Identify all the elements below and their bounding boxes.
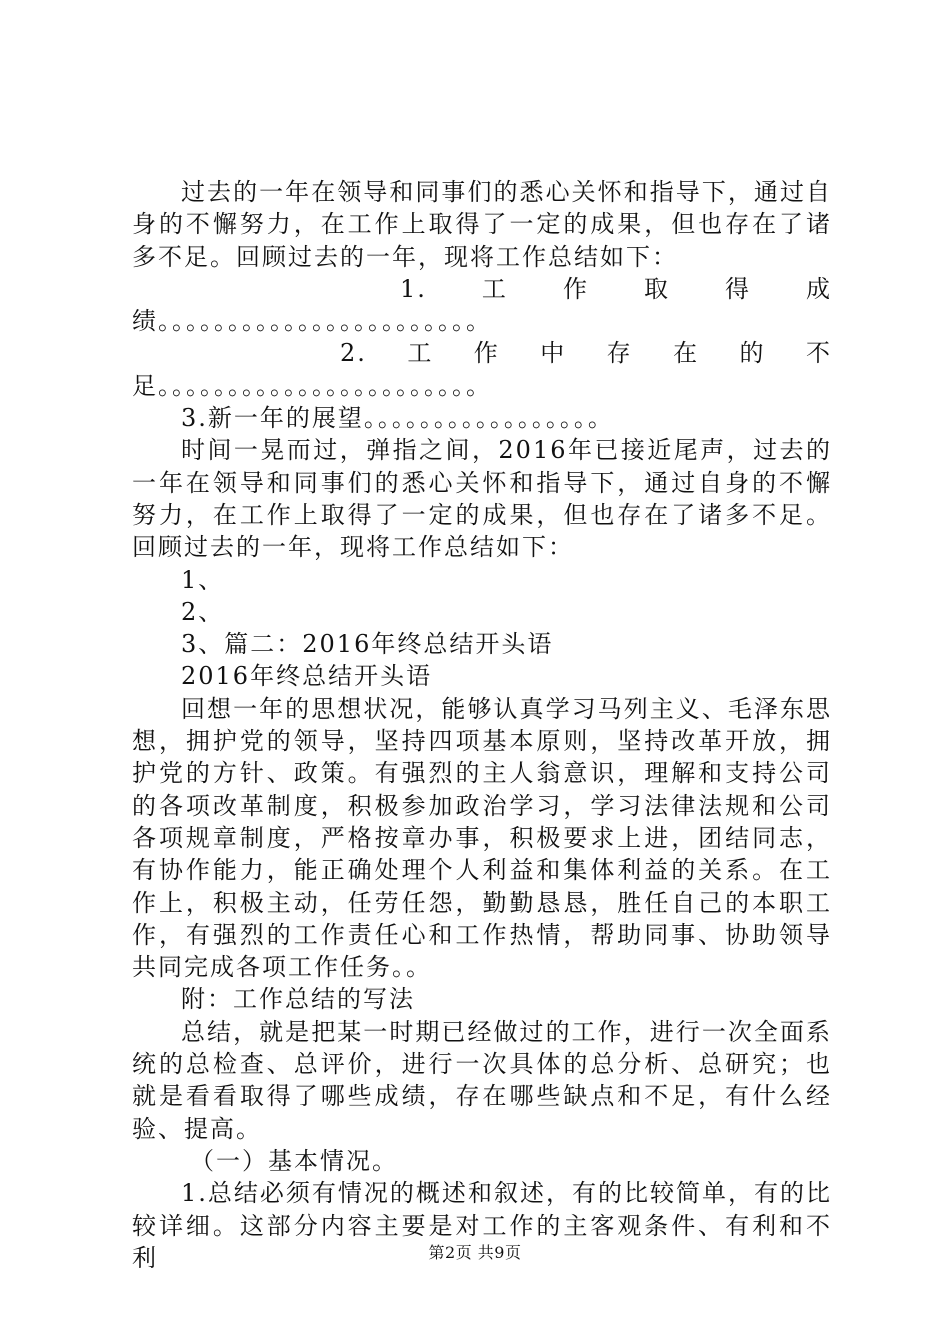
paragraph-2: 时间一晃而过，弹指之间，2016年已接近尾声，过去的一年在领导和同事们的悉心关怀和指导下，通过自身的不懈努力，在工作上取得了一定的成果，但也存在了诸多不足。回顾过去的一年，现将工作总结如下： — [132, 436, 832, 562]
toc-char: 在 — [673, 339, 700, 368]
list-item-3: 3、篇二：2016年终总结开头语 — [181, 630, 554, 659]
intro-paragraph: 过去的一年在领导和同事们的悉心关怀和指导下，通过自身的不懈努力，在工作上取得了一定的成果，但也存在了诸多不足。回顾过去的一年，现将工作总结如下： — [132, 178, 832, 271]
toc-char: 的 — [739, 339, 766, 368]
subsection-heading: （一）基本情况。 — [190, 1146, 398, 1175]
toc-char: 2. — [340, 339, 367, 368]
page-footer: 第2页 共9页 — [428, 1243, 522, 1262]
toc-char: 1. — [400, 274, 427, 303]
toc-item-2-title — [132, 337, 832, 369]
list-item-2: 2、 — [181, 597, 225, 626]
toc-item-1 — [132, 273, 832, 338]
appendix-heading: 附：工作总结的写法 — [181, 985, 415, 1014]
paragraph-4: 总结，就是把某一时期已经做过的工作，进行一次全面系统的总检查、总评价，进行一次具体的总分析、总研究；也就是看看取得了哪些成绩，存在哪些缺点和不足，有什么经验、提高。 — [132, 1017, 832, 1143]
toc-item-2-leader: 足。。。。。。。。。。。。。。。。。。。。。。。 — [132, 371, 492, 400]
document-body — [132, 176, 832, 1274]
toc-char: 得 — [724, 274, 751, 303]
toc-item-2 — [132, 337, 832, 402]
toc-item-1-leader: 绩。。。。。。。。。。。。。。。。。。。。。。。 — [132, 307, 492, 336]
toc-char: 存 — [606, 339, 633, 368]
toc-char: 取 — [643, 274, 670, 303]
list-item-1: 1、 — [181, 565, 225, 594]
toc-char: 作 — [473, 339, 500, 368]
toc-item-1-title — [132, 273, 832, 305]
toc-char: 成 — [805, 274, 832, 303]
toc-char: 作 — [562, 274, 589, 303]
toc-char: 中 — [540, 339, 567, 368]
paragraph-3: 回想一年的思想状况，能够认真学习马列主义、毛泽东思想，拥护党的领导，坚持四项基本原则，坚持改革开放，拥护党的方针、政策。有强烈的主人翁意识，理解和支持公司的各项改革制度，积极参加政治学习，学习法律法规和公司各项规章制度，严格按章办事，积极要求上进，团结同志，有协作能力，能正确处理个人利益和集体利益的关系。在工作上，积极主动，任劳任怨，勤勤恳恳，胜任自己的本职工作，有强烈的工作责任心和工作热情，帮助同事、协助领导共同完成各项工作任务。。 — [132, 694, 832, 982]
section-heading: 2016年终总结开头语 — [181, 662, 433, 691]
toc-item-3: 3.新一年的展望。。。。。。。。。。。。。。。。。 — [181, 404, 614, 433]
toc-char: 不 — [805, 339, 832, 368]
paragraph-5: 1.总结必须有情况的概述和叙述，有的比较简单，有的比较详细。这部分内容主要是对工作的主客观条件、有利和不利 — [132, 1179, 832, 1272]
toc-char: 工 — [481, 274, 508, 303]
toc-char: 工 — [407, 339, 434, 368]
